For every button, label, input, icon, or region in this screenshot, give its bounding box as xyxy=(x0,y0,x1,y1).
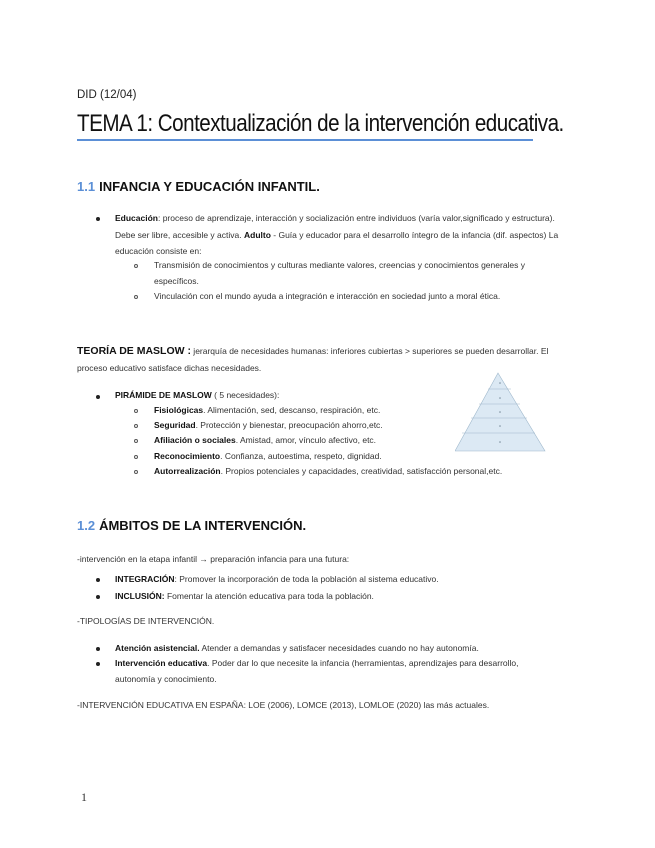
sub-item-text: específicos. xyxy=(154,276,199,286)
maslow-item xyxy=(154,466,502,476)
espana-line: -INTERVENCIÓN EDUCATIVA EN ESPAÑA: LOE (2006), LOMCE (2013), LOMLOE (2020) las más actuales. xyxy=(77,700,490,710)
bullet-dot xyxy=(96,217,100,221)
maslow-line-1 xyxy=(77,345,548,357)
asistencial-text: Atender a demandas y satisfacer necesidades cuando no hay autonomía. xyxy=(199,643,479,653)
maslow-item-text: . Amistad, amor, vínculo afectivo, etc. xyxy=(235,435,377,445)
maslow-item-label: Seguridad xyxy=(154,420,196,430)
maslow-line-2: proceso educativo satisface dichas necesidades. xyxy=(77,363,262,373)
pyramid-dot xyxy=(499,411,501,413)
maslow-item-label: Fisiológicas xyxy=(154,405,204,415)
sub-bullet-circle xyxy=(134,409,138,413)
bullet-dot xyxy=(96,647,100,651)
sub-bullet-circle xyxy=(134,295,138,299)
educacion-line-2 xyxy=(115,230,558,240)
page-number: 1 xyxy=(81,790,87,804)
educacion-text: Debe ser libre, accesible y activa. xyxy=(115,230,244,240)
maslow-item-label: Reconocimiento xyxy=(154,451,221,461)
section-number: 1.2 xyxy=(77,518,96,533)
asistencial-line xyxy=(115,643,479,653)
intervencion-intro: -intervención en la etapa infantil → preparación infancia para una futura: xyxy=(77,554,350,564)
section-title: ÁMBITOS DE LA INTERVENCIÓN. xyxy=(99,518,307,533)
inclusion-label: INCLUSIÓN: xyxy=(115,591,165,601)
maslow-item-label: Autorrealización xyxy=(154,466,221,476)
maslow-item xyxy=(154,451,382,461)
sub-bullet-circle xyxy=(134,424,138,428)
tipologias-line: -TIPOLOGÍAS DE INTERVENCIÓN. xyxy=(77,616,215,626)
integracion-label: INTEGRACIÓN xyxy=(115,574,175,584)
inclusion-text: Fomentar la atención educativa para toda la población. xyxy=(164,591,374,601)
sub-bullet-circle xyxy=(134,439,138,443)
asistencial-label: Atención asistencial. xyxy=(115,643,200,653)
educacion-label: Educación xyxy=(115,213,158,223)
bullet-dot xyxy=(96,662,100,666)
maslow-item-text: . Alimentación, sed, descanso, respiración, etc. xyxy=(203,405,381,415)
sub-bullet-circle xyxy=(134,264,138,268)
section-heading-1-2 xyxy=(77,518,306,533)
adulto-label: Adulto xyxy=(243,230,271,240)
sub-bullet-circle xyxy=(134,455,138,459)
maslow-item xyxy=(154,435,376,445)
piramide-line xyxy=(115,390,279,400)
maslow-label: TEORÍA DE MASLOW : xyxy=(77,345,191,357)
section-number: 1.1 xyxy=(77,179,96,194)
educacion-line-1 xyxy=(115,213,555,223)
bullet-dot xyxy=(96,395,100,399)
educacion-text: : proceso de aprendizaje, interacción y socialización entre individuos (varía valor,significado y estructura). xyxy=(157,213,555,223)
sub-item-text: Vinculación con el mundo ayuda a integración e interacción en sociedad junto a moral ética. xyxy=(154,291,501,301)
educativa-line-2: autonomía y conocimiento. xyxy=(115,674,217,684)
integracion-text: : Promover la incorporación de toda la población al sistema educativo. xyxy=(174,574,439,584)
pyramid-dot xyxy=(499,382,501,384)
maslow-text: jerarquía de necesidades humanas: inferiores cubiertas > superiores se pueden desarrollar. El xyxy=(190,346,549,356)
title-underline xyxy=(77,139,533,141)
section-heading-1-1 xyxy=(77,179,320,194)
pyramid-dot xyxy=(499,441,501,443)
educativa-label: Intervención educativa xyxy=(115,658,208,668)
adulto-text: - Guía y educador para el desarrollo íntegro de la infancia (dif. aspectos) La xyxy=(270,230,559,240)
section-title: INFANCIA Y EDUCACIÓN INFANTIL. xyxy=(99,179,320,194)
piramide-text: ( 5 necesidades): xyxy=(211,390,280,400)
educativa-line-1 xyxy=(115,658,519,668)
document-header: DID (12/04) xyxy=(77,89,137,101)
sub-item-text: Transmisión de conocimientos y culturas mediante valores, creencias y conocimientos generales y xyxy=(154,260,526,270)
educacion-line-3: educación consiste en: xyxy=(115,246,202,256)
integracion-line xyxy=(115,574,439,584)
pyramid-dot xyxy=(499,397,501,399)
page-title: TEMA 1: Contextualización de la intervención educativa. xyxy=(77,110,564,137)
maslow-item-text: . Propios potenciales y capacidades, creatividad, satisfacción personal,etc. xyxy=(220,466,503,476)
maslow-pyramid-image xyxy=(455,371,549,453)
maslow-item xyxy=(154,405,380,415)
educativa-text: . Poder dar lo que necesite la infancia (herramientas, aprendizajes para desarrollo, xyxy=(207,658,519,668)
maslow-item-text: . Confianza, autoestima, respeto, dignidad. xyxy=(220,451,382,461)
inclusion-line xyxy=(115,591,374,601)
maslow-item xyxy=(154,420,383,430)
maslow-item-label: Afiliación o sociales xyxy=(154,435,236,445)
maslow-item-text: . Protección y bienestar, preocupación ahorro,etc. xyxy=(195,420,383,430)
piramide-label: PIRÁMIDE DE MASLOW xyxy=(115,390,212,400)
sub-bullet-circle xyxy=(134,470,138,474)
bullet-dot xyxy=(96,578,100,582)
pyramid-dot xyxy=(499,425,501,427)
bullet-dot xyxy=(96,595,100,599)
